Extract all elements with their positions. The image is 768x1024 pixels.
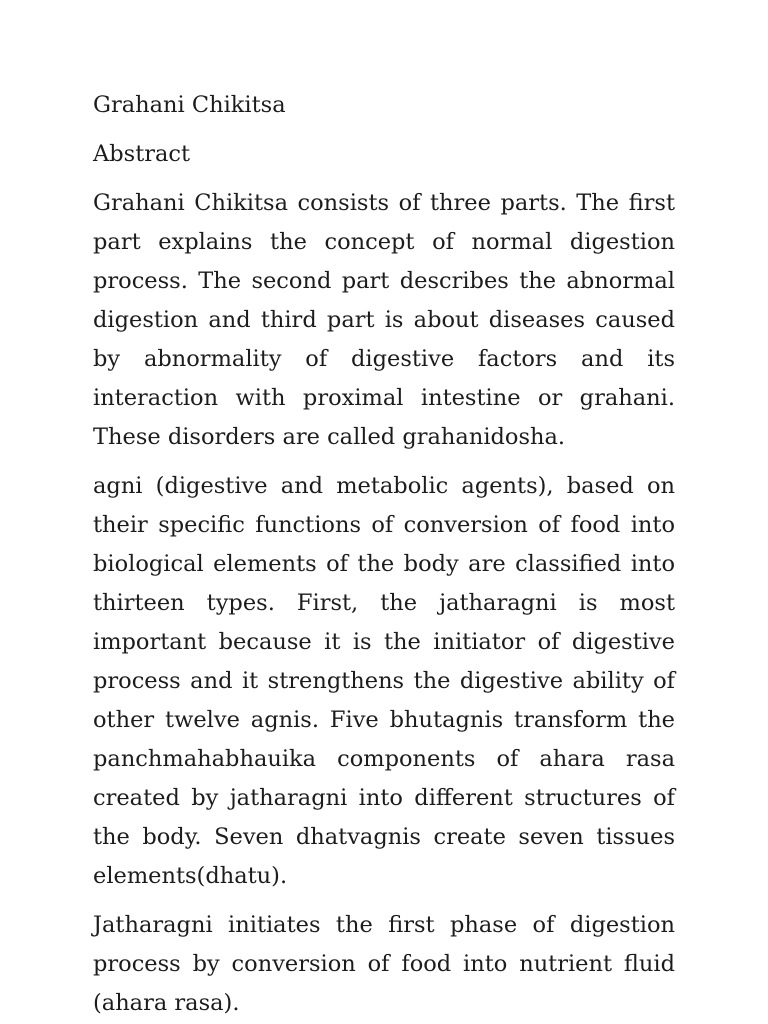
document-title: Grahani Chikitsa — [93, 92, 286, 118]
section-heading-abstract: Abstract — [93, 141, 191, 167]
paragraph-agni: agni (digestive and metabolic agents), based on their specific functions of conversion of food into biological elements of the body are classified into thirteen types. First, the jatharagni is most important because it is the initiator of digestive process and it strengthens the digestive ability of other twelve agnis. Five bhutagnis transform the panchmahabhauika components of ahara rasa created by jatharagni into different structures of the body. Seven dhatvagnis create seven tissues elements(dhatu). — [93, 473, 675, 889]
paragraph-jatharagni: Jatharagni initiates the first phase of digestion process by conversion of food into nutrient fluid (ahara rasa). — [93, 912, 675, 1016]
paragraph-overview: Grahani Chikitsa consists of three parts. The first part explains the concept of normal digestion process. The second part describes the abnormal digestion and third part is about diseases caused by abnormality of digestive factors and its interaction with proximal intestine or grahani. These disorders are called grahanidosha. — [93, 190, 675, 450]
